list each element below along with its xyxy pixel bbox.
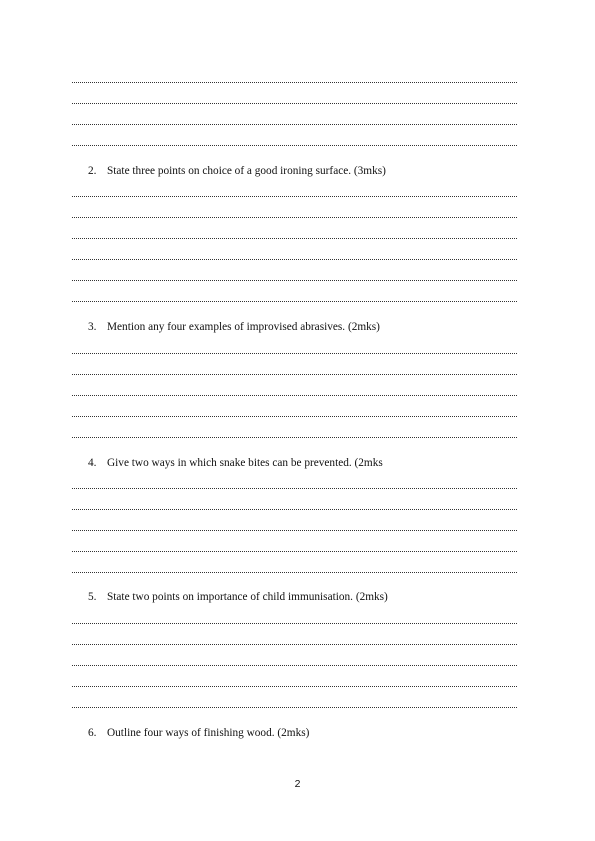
answer-line (72, 301, 517, 302)
answer-line (72, 124, 517, 125)
answer-line (72, 572, 517, 573)
question-text: Mention any four examples of improvised abrasives. (2mks) (107, 321, 380, 333)
question-2 (88, 164, 386, 178)
answer-line (72, 353, 517, 354)
question-3 (88, 320, 380, 334)
answer-line (72, 707, 517, 708)
question-text: Give two ways in which snake bites can be prevented. (2mks (107, 457, 383, 469)
answer-line (72, 437, 517, 438)
answer-line (72, 238, 517, 239)
question-5 (88, 590, 388, 604)
answer-line (72, 644, 517, 645)
question-number: 6. (88, 727, 97, 739)
answer-line (72, 103, 517, 104)
answer-line (72, 280, 517, 281)
answer-line (72, 551, 517, 552)
question-number: 4. (88, 457, 97, 469)
answer-line (72, 82, 517, 83)
question-text: State three points on choice of a good ironing surface. (3mks) (107, 165, 386, 177)
answer-line (72, 145, 517, 146)
question-4 (88, 456, 383, 470)
question-6 (88, 726, 309, 740)
answer-line (72, 665, 517, 666)
question-number: 5. (88, 591, 97, 603)
question-number: 3. (88, 321, 97, 333)
answer-line (72, 686, 517, 687)
answer-line (72, 395, 517, 396)
answer-line (72, 509, 517, 510)
answer-line (72, 196, 517, 197)
answer-line (72, 259, 517, 260)
answer-line (72, 374, 517, 375)
page-number: 2 (294, 778, 301, 790)
question-text: State two points on importance of child immunisation. (2mks) (107, 591, 388, 603)
answer-line (72, 488, 517, 489)
answer-line (72, 623, 517, 624)
answer-line (72, 416, 517, 417)
answer-line (72, 217, 517, 218)
question-text: Outline four ways of finishing wood. (2mks) (107, 727, 310, 739)
answer-line (72, 530, 517, 531)
question-number: 2. (88, 165, 97, 177)
